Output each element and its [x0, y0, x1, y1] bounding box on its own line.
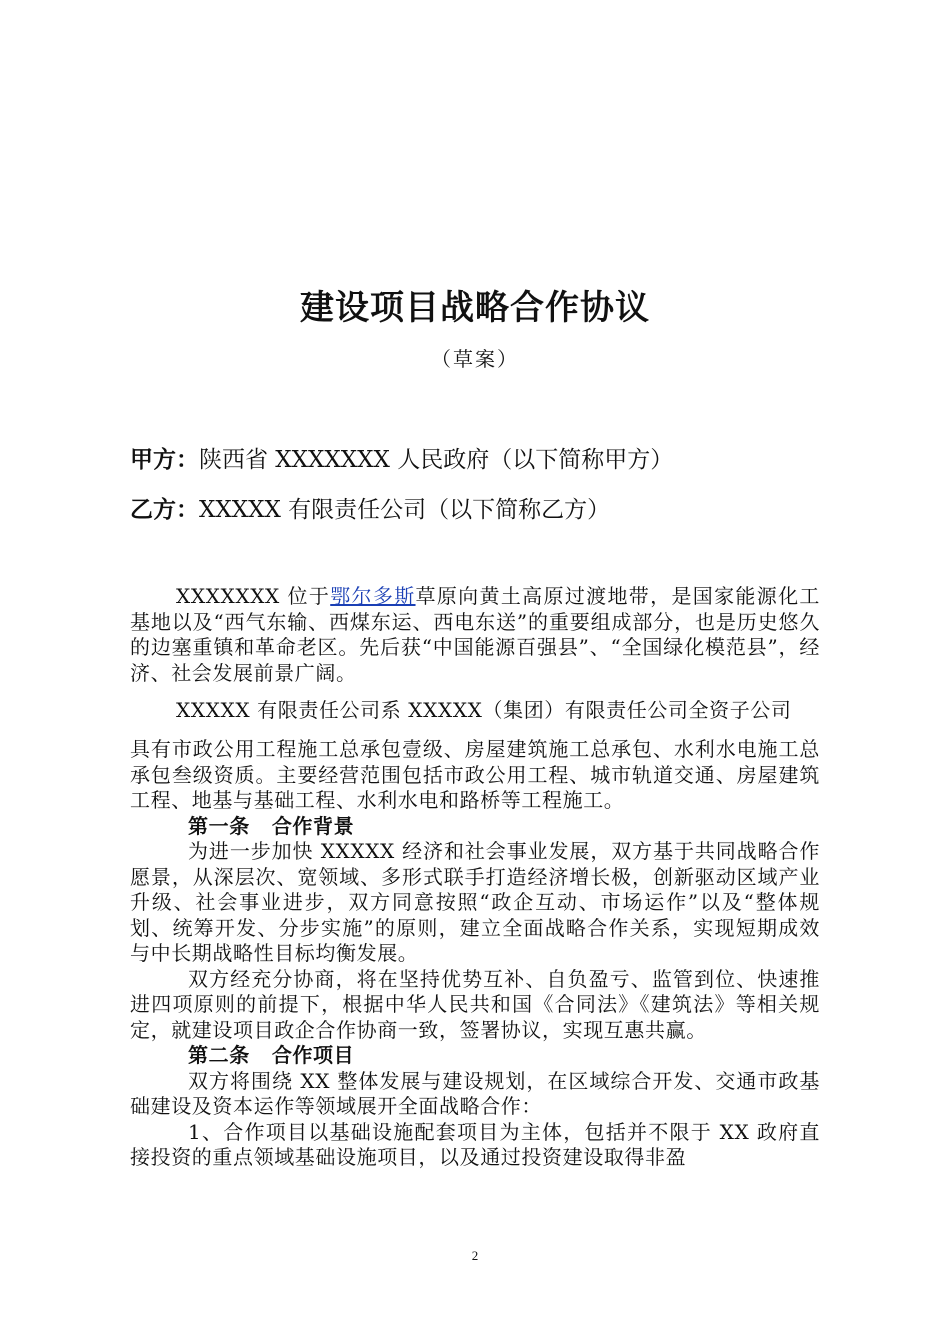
article-2-number: 第二条: [188, 1043, 250, 1067]
page-number: 2: [471, 1248, 479, 1263]
article-1-number: 第一条: [188, 813, 250, 838]
party-a-line: [130, 444, 673, 476]
party-a-label: 甲方：: [130, 447, 199, 473]
document-subtitle: （草案）: [431, 347, 519, 371]
article-1-paragraph-1: 为进一步加快 XXXXX 经济和社会事业发展，双方基于共同战略合作愿景，从深层次、宽领域、多形式联手打造经济增长极，创新驱动区域产业升级、社会事业进步，双方同意按照“政企互动、市场运作”以及“整体规划、统筹开发、分步实施”的原则，建立全面战略合作关系，实现短期成效与中长期战略性目标均衡发展。: [130, 839, 820, 965]
document-title: 建设项目战略合作协议: [300, 288, 650, 328]
intro-paragraph-2-rest: 具有市政公用工程施工总承包壹级、房屋建筑施工总承包、水利水电施工总承包叁级资质。主要经营范围包括市政公用工程、城市轨道交通、房屋建筑工程、地基与基础工程、水利水电和路桥等工程施工。: [130, 737, 820, 812]
intro-block: [130, 584, 820, 686]
intro1-before: XXXXXXX 位于: [176, 584, 331, 608]
article-2-paragraph-1: 双方将围绕 XX 整体发展与建设规划，在区域综合开发、交通市政基础建设及资本运作等领域展开全面战略合作：: [130, 1068, 820, 1118]
article-1-heading: [130, 814, 820, 840]
article-1-paragraph-2: 双方经充分协商，将在坚持优势互补、自负盈亏、监管到位、快速推进四项原则的前提下，根据中华人民共和国《合同法》《建筑法》等相关规定，就建设项目政企合作协商一致，签署协议，实现互惠共赢。: [130, 966, 820, 1042]
article-1-title: 合作背景: [271, 813, 355, 838]
ordos-link[interactable]: 鄂尔多斯: [330, 584, 416, 608]
intro-block-2: [130, 698, 820, 724]
article-2-heading: [130, 1043, 820, 1069]
party-a-value: 陕西省 XXXXXXX 人民政府（以下简称甲方）: [199, 447, 674, 473]
party-b-label: 乙方：: [130, 497, 199, 523]
article-2-paragraph-2: 1、合作项目以基础设施配套项目为主体，包括并不限于 XX 政府直接投资的重点领域基础设施项目，以及通过投资建设取得非盈: [130, 1119, 820, 1169]
intro1-after: 草原向黄土高原过渡地带，是国家能源化工基地以及“西气东输、西煤东运、西电东送”的重要组成部分，也是历史悠久的边塞重镇和革命老区。先后获“中国能源百强县”、“全国绿化模范县”，经济、社会发展前景广阔。: [130, 584, 821, 685]
article-2-title: 合作项目: [271, 1043, 355, 1067]
main-body: [130, 737, 820, 1171]
intro-paragraph-1: [130, 584, 820, 686]
intro-paragraph-2-line1: XXXXX 有限责任公司系 XXXXX（集团）有限责任公司全资子公司: [176, 698, 792, 722]
party-b-line: [130, 494, 610, 526]
party-b-value: XXXXX 有限责任公司（以下简称乙方）: [199, 497, 611, 523]
